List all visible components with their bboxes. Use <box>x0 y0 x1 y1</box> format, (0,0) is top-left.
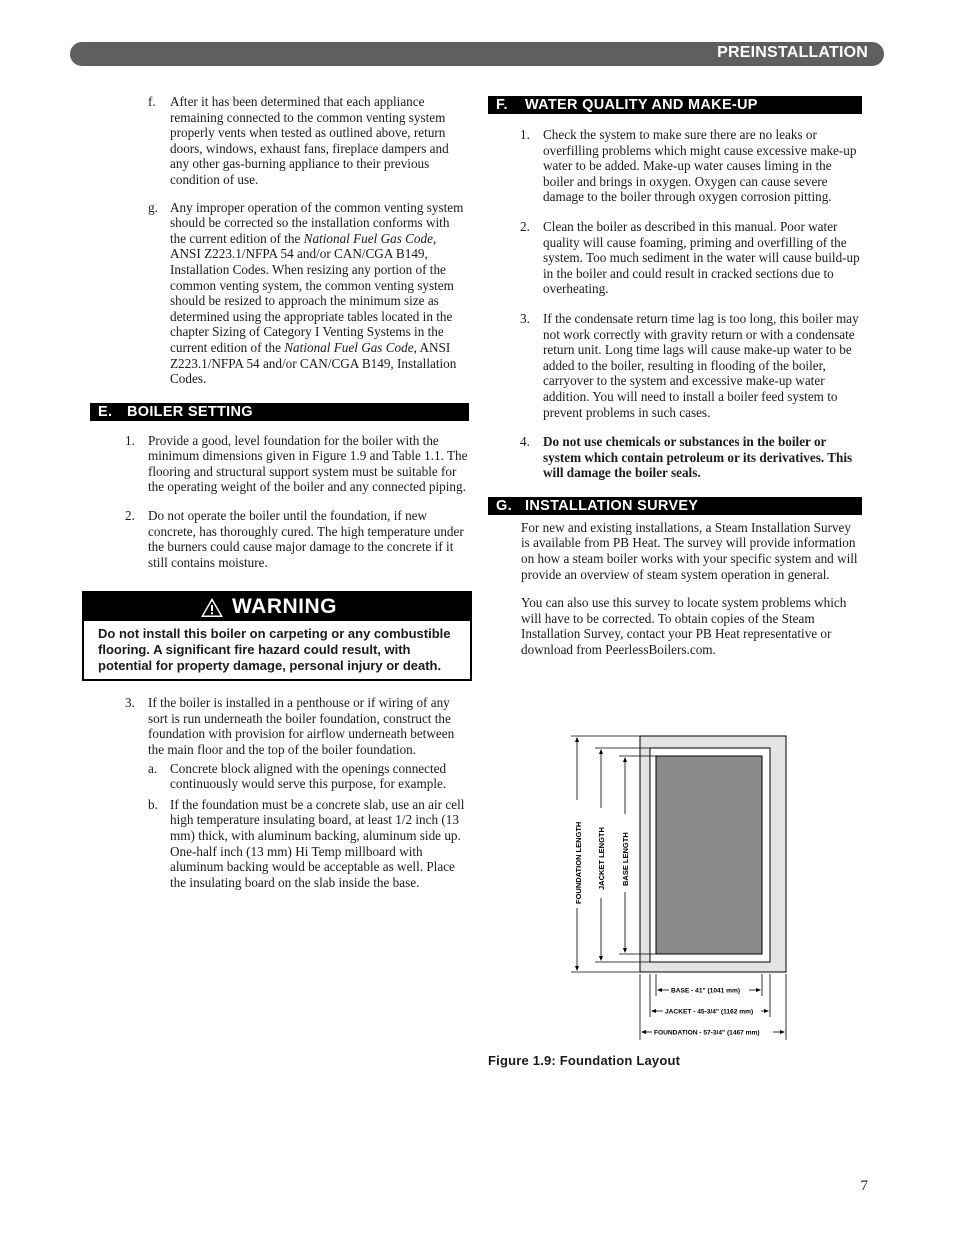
foundation-length-label: FOUNDATION LENGTH <box>574 821 583 904</box>
item-marker: a. <box>148 760 158 776</box>
base-rect <box>656 756 762 954</box>
list-item-e3 <box>88 695 468 757</box>
item-text: Concrete block aligned with the openings connected continuously would serve this purpose, for example. <box>170 760 447 792</box>
section-title: INSTALLATION SURVEY <box>525 497 699 514</box>
item-marker: 3. <box>125 695 135 711</box>
list-item-e2 <box>88 508 468 570</box>
item-marker: g. <box>148 199 158 215</box>
item-marker: 2. <box>520 218 530 234</box>
item-text: If the condensate return time lag is too long, this boiler may not work correctly with gravity return or with a condensate return unit. Long time lags will cause make-up water to be added to the boiler, resulting in flooding of the boiler, carryover to the system and excessive make-up water addition. You will need to install a boiler feed system to prevent problems in such cases. <box>543 310 859 420</box>
base-length-label: BASE LENGTH <box>621 832 630 886</box>
item-text: Check the system to make sure there are no leaks or overfilling problems which might cause excessive make-up water to be added. Make-up water causes liming in the boiler and brings in oxygen. Oxygen can cause severe damage to the boiler through oxygen corrosion pitting. <box>543 127 857 205</box>
right-column <box>488 96 862 658</box>
item-text: If the boiler is installed in a penthouse or if wiring of any sort is run underneath the boiler foundation, construct the foundation with provision for airflow underneath between the main floor and the top of the boiler foundation. <box>148 695 455 757</box>
list-item-g <box>88 200 468 387</box>
item-marker: f. <box>148 94 156 109</box>
list-item-e1 <box>88 433 468 495</box>
item-marker: 1. <box>125 432 135 448</box>
left-column <box>88 94 468 890</box>
item-text: Clean the boiler as described in this manual. Poor water quality will cause foaming, priming and overfilling of the system. Too much sediment in the water will cause build-up in the boiler and could result in cracked sections due to overheating. <box>543 218 860 297</box>
list-item-f1 <box>488 127 862 205</box>
section-title: BOILER SETTING <box>127 403 253 420</box>
list-item-f4 <box>488 434 862 481</box>
warning-header <box>84 593 470 621</box>
item-text: Do not operate the boiler until the foundation, if new concrete, has thoroughly cured. The high temperature under the burners could cause major damage to the concrete if it still contains moisture. <box>148 508 464 570</box>
warning-title: WARNING <box>232 595 337 619</box>
item-text: Do not use chemicals or substances in the boiler or system which contain petroleum or its derivatives. This will damage the boiler seals. <box>543 434 853 481</box>
paragraph: For new and existing installations, a Steam Installation Survey is available from PB Heat. The survey will provide information on how a steam boiler works with your specific system and will provide an overview of steam system operation in general. <box>521 519 858 582</box>
banner-title: PREINSTALLATION <box>717 44 868 61</box>
section-heading-f: F. WATER QUALITY AND MAKE-UP <box>488 96 862 114</box>
item-text: Provide a good, level foundation for the boiler with the minimum dimensions given in Figure 1.9 and Table 1.1. The flooring and structural support system must be suitable for the operating weight of the boiler and any connected piping. <box>148 432 468 495</box>
warning-triangle-icon <box>200 597 224 618</box>
section-banner <box>70 42 884 66</box>
item-marker: 2. <box>125 508 135 524</box>
item-marker: b. <box>148 796 158 812</box>
foundation-layout-figure <box>565 732 795 1044</box>
item-text: If the foundation must be a concrete slab, use an air cell high temperature insulating board, at least 1/2 inch (13 mm) thick, with aluminum backing, aluminum side up. One-half inch (13 mm) Hi Temp millboard with aluminum backing would be acceptable as well. Place the insulating board on the slab inside the base. <box>170 796 465 890</box>
list-item-f <box>88 94 468 188</box>
list-item-f3 <box>488 311 862 420</box>
warning-box <box>82 591 472 681</box>
list-item-e3a <box>88 761 468 792</box>
warning-text: Do not install this boiler on carpeting or any combustible flooring. A significant fire hazard could result, with potential for property damage, personal injury or death. <box>98 626 451 673</box>
list-item-f2 <box>488 219 862 297</box>
figure-caption: Figure 1.9: Foundation Layout <box>488 1053 681 1068</box>
section-heading-e: E. BOILER SETTING <box>90 403 469 421</box>
item-marker: 4. <box>520 434 530 450</box>
item-marker: 1. <box>520 127 530 142</box>
list-item-e3b <box>88 797 468 891</box>
item-text: After it has been determined that each appliance remaining connected to the common venting system properly vents when tested as outlined above, return doors, windows, exhaust fans, fireplace dampers and any other gas-burning appliance to their previous condition of use. <box>170 94 449 187</box>
item-text: Any improper operation of the common venting system should be corrected so the installation conforms with the current edition of the National Fuel Gas Code, ANSI Z223.1/NFPA 54 and/or CAN/CGA B149, Installation Codes. When resizing any portion of the common venting system, the common venting system should be resized to approach the minimum size as determined using the appropriate tables located in the chapter Sizing of Category I Venting Systems in the current edition of the National Fuel Gas Code, ANSI Z223.1/NFPA 54 and/or CAN/CGA B149, Installation Codes. <box>170 199 464 387</box>
jacket-length-label: JACKET LENGTH <box>597 827 606 890</box>
page-number: 7 <box>860 1178 868 1194</box>
section-title: WATER QUALITY AND MAKE-UP <box>525 97 758 113</box>
jacket-width-label: JACKET - 45-3/4" (1162 mm) <box>665 1008 754 1016</box>
paragraph: You can also use this survey to locate system problems which will have to be corrected. To obtain copies of the Steam Installation Survey, contact your PB Heat representative or download from PeerlessBoilers.com. <box>521 595 847 658</box>
foundation-width-label: FOUNDATION - 57-3/4" (1467 mm) <box>654 1029 760 1037</box>
item-marker: 3. <box>520 310 530 326</box>
section-heading-g: G. INSTALLATION SURVEY <box>488 497 862 515</box>
base-width-label: BASE - 41" (1041 mm) <box>671 987 741 995</box>
